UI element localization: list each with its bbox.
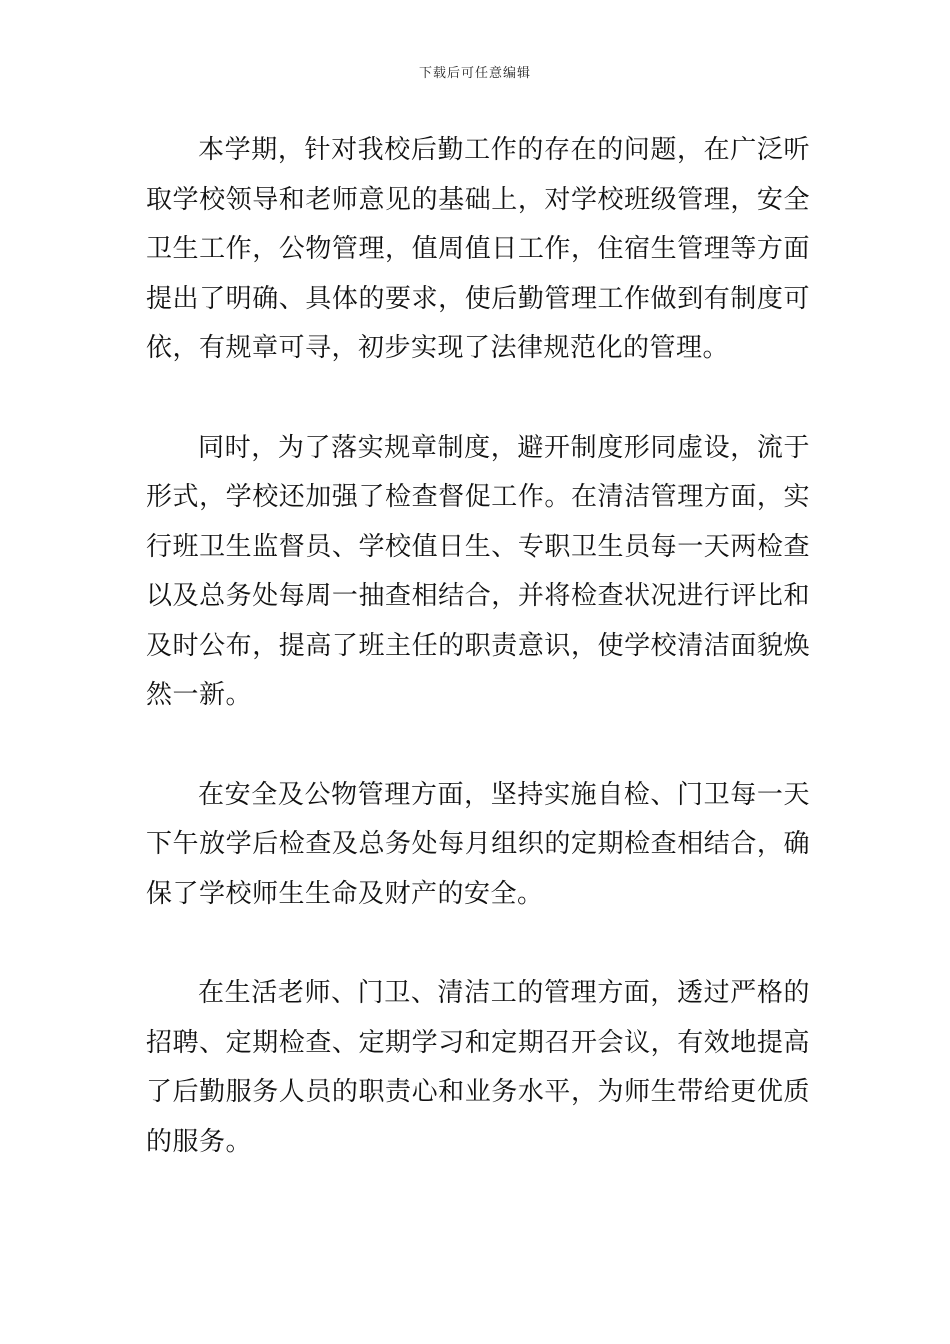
paragraph-rules: 本学期，针对我校后勤工作的存在的问题，在广泛听取学校领导和老师意见的基础上，对学校班级管理，安全卫生工作，公物管理，值周值日工作，住宿生管理等方面提出了明确、具体的要求，使后勤管理工作做到有制度可依，有规章可寻，初步实现了法律规范化的管理。 (146, 135, 810, 363)
document-body (146, 126, 810, 1167)
paragraph-staff: 在生活老师、门卫、清洁工的管理方面，透过严格的招聘、定期检查、定期学习和定期召开会议，有效地提高了后勤服务人员的职责心和业务水平，为师生带给更优质的服务。 (146, 978, 810, 1157)
paragraph-safety: 在安全及公物管理方面，坚持实施自检、门卫每一天下午放学后检查及总务处每月组织的定期检查相结合，确保了学校师生生命及财产的安全。 (146, 779, 810, 909)
paragraph-inspection: 同时，为了落实规章制度，避开制度形同虚设，流于形式，学校还加强了检查督促工作。在清洁管理方面，实行班卫生监督员、学校值日生、专职卫生员每一天两检查以及总务处每周一抽查相结合，并将检查状况进行评比和及时公布，提高了班主任的职责意识，使学校清洁面貌焕然一新。 (146, 432, 810, 710)
page-header: 下载后可任意编辑 (418, 66, 531, 81)
